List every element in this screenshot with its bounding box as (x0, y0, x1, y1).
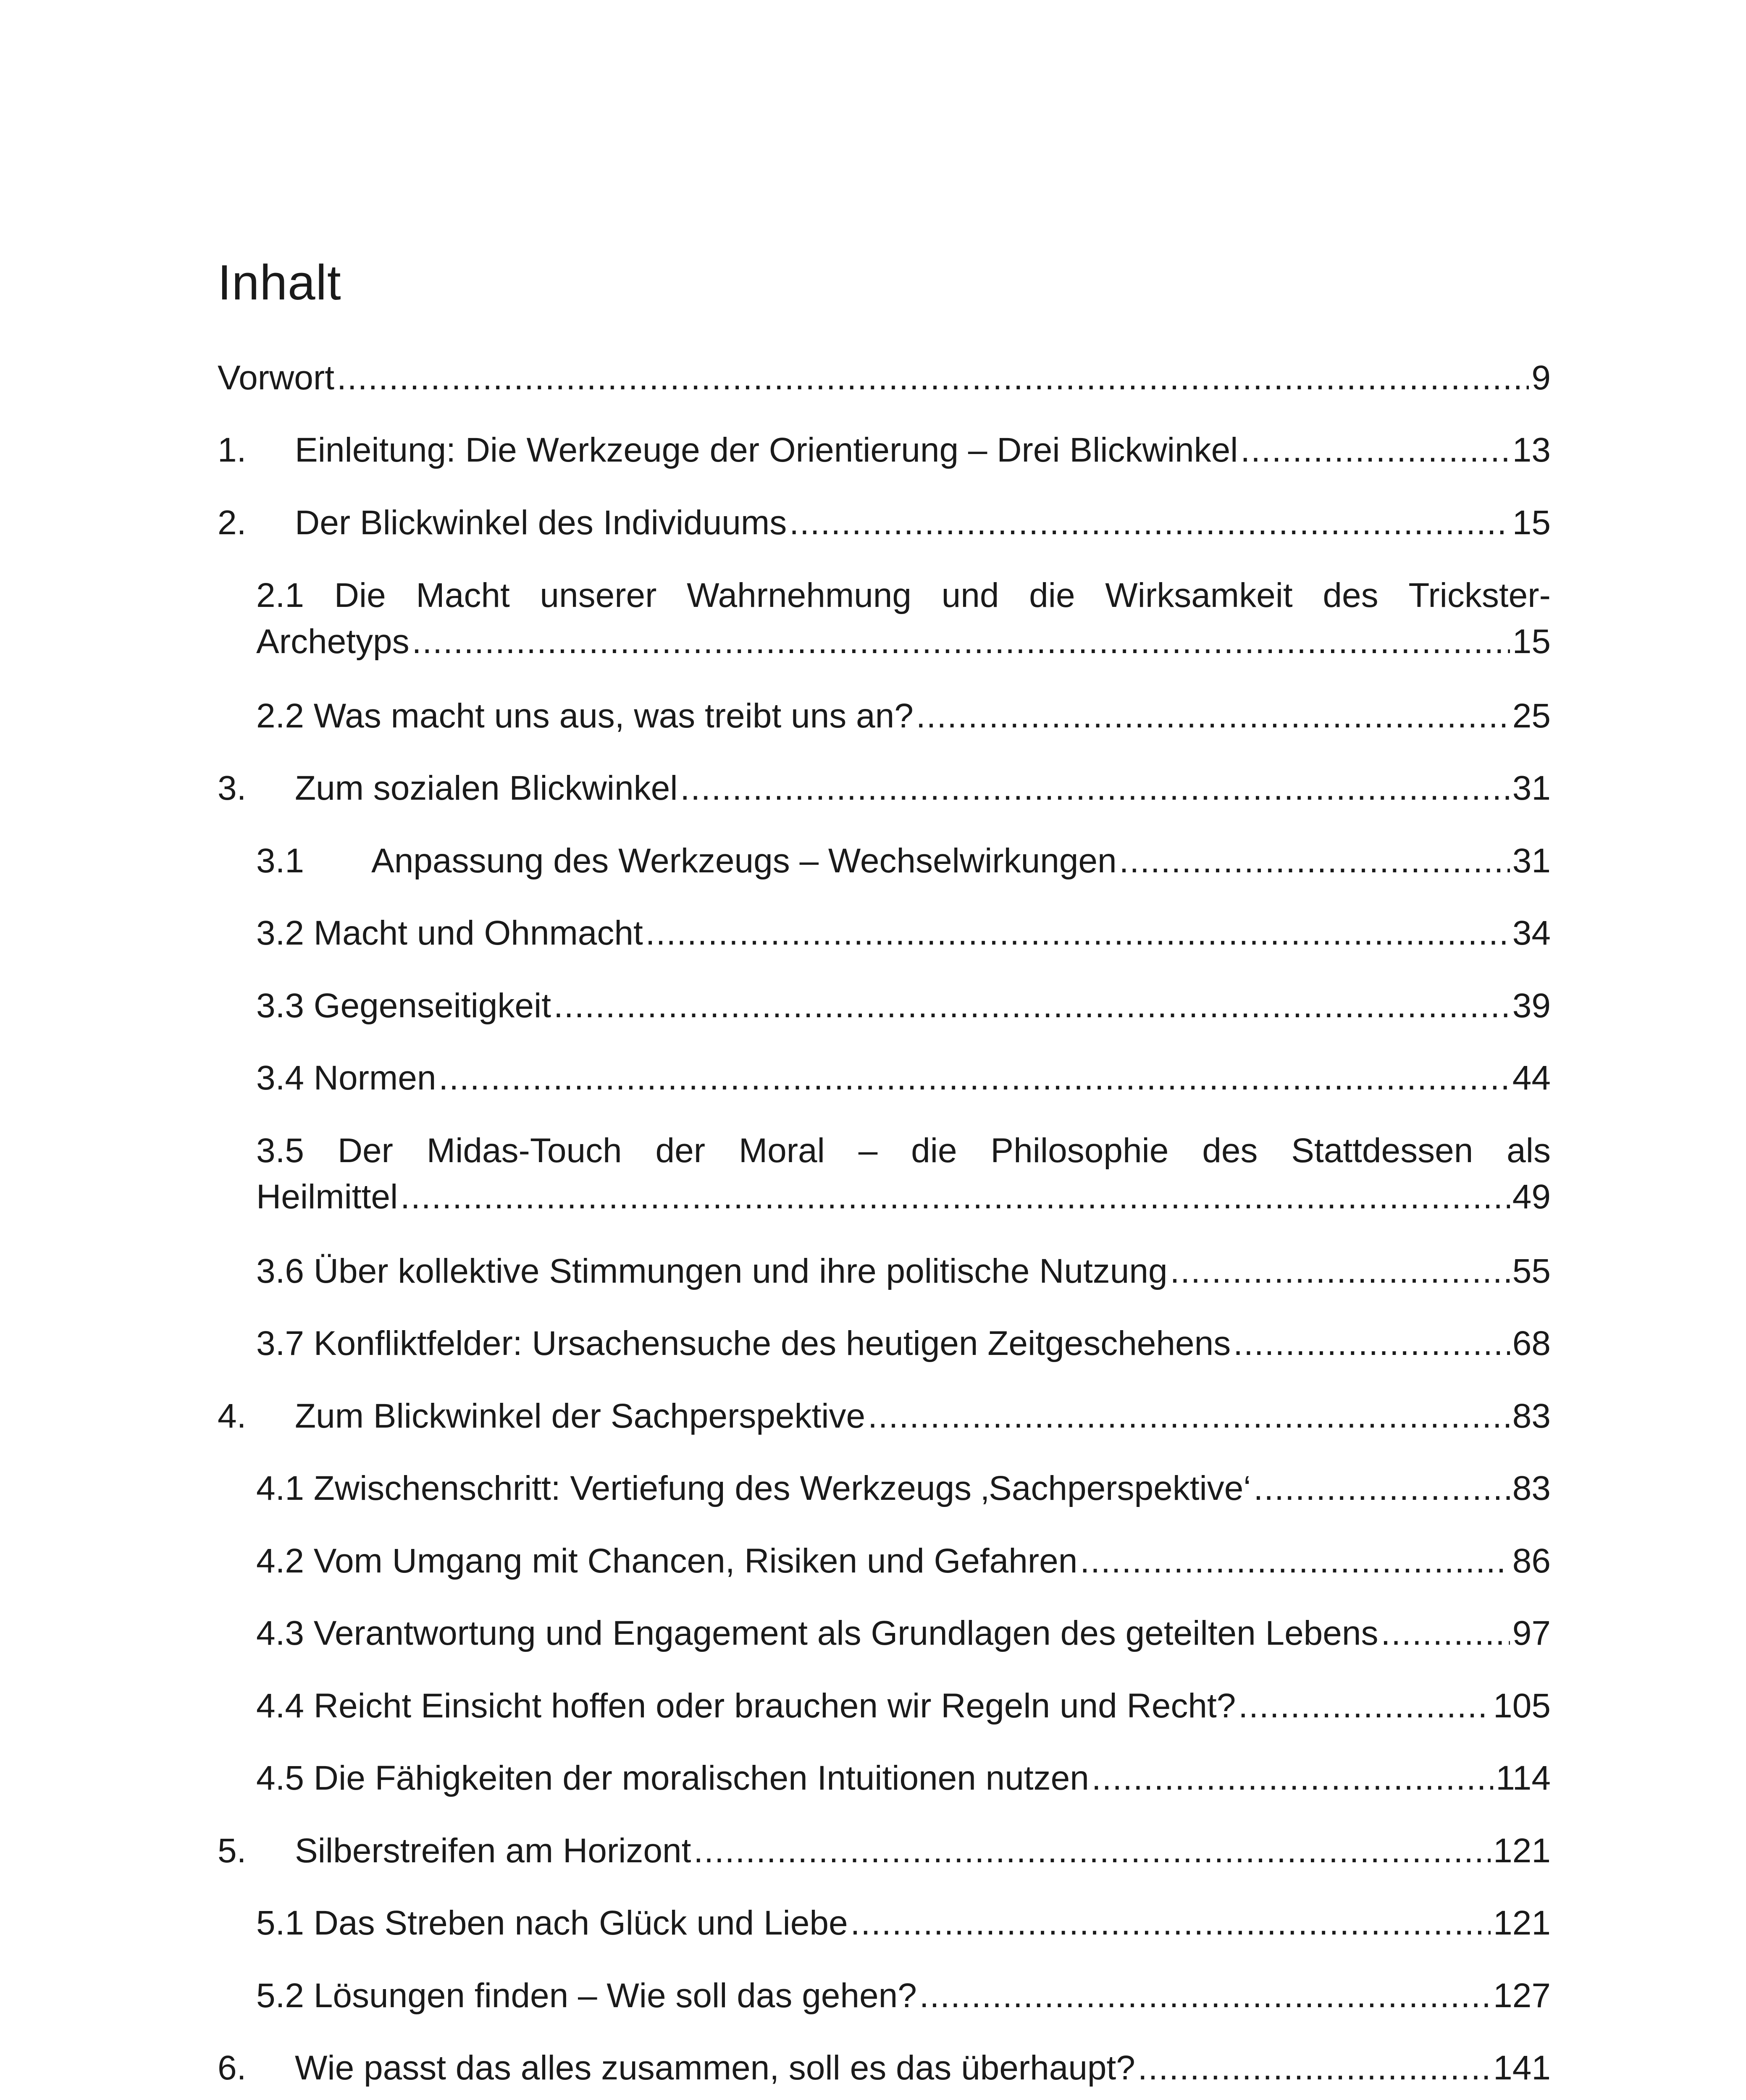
toc-word: Philosophie (990, 1131, 1169, 1170)
dot-leader (1254, 1465, 1510, 1512)
toc-entry-title: Archetyps (256, 622, 410, 661)
toc-entry-two-line (256, 572, 1551, 665)
toc-word: Midas-Touch (426, 1131, 622, 1170)
toc-word: Macht (416, 576, 510, 614)
toc-entry-title: 5.1 Das Streben nach Glück und Liebe (256, 1904, 848, 1942)
toc-entry-number: 5. (218, 1832, 247, 1870)
toc-entry-title-line1 (256, 572, 1551, 619)
toc-entry-page: 83 (1512, 1469, 1551, 1507)
toc-entry-title: 5.2 Lösungen finden – Wie soll das gehen? (256, 1977, 917, 2015)
toc-entry-title: Silberstreifen am Horizont (295, 1832, 691, 1870)
dot-leader (693, 1828, 1491, 1874)
toc-entry-title: Wie passt das alles zusammen, soll es das überhaupt? (295, 2049, 1135, 2087)
toc-entry-number: 1. (218, 431, 247, 469)
toc-entry (256, 983, 1551, 1029)
dot-leader (1080, 1538, 1510, 1584)
toc-entry-page: 31 (1512, 769, 1551, 807)
toc-entry-page: 55 (1512, 1252, 1551, 1290)
toc-entry-title: 3.4 Normen (256, 1059, 436, 1097)
toc-entry-title: 4.3 Verantwortung und Engagement als Grundlagen des geteilten Lebens (256, 1614, 1378, 1652)
toc-word: Wirksamkeit (1105, 576, 1293, 614)
toc-word: Der (337, 1131, 393, 1170)
toc-word: Moral (738, 1131, 825, 1170)
dot-leader (1240, 427, 1510, 473)
toc-entry-title: Zum sozialen Blickwinkel (295, 769, 678, 807)
toc-entry-page: 141 (1493, 2049, 1551, 2087)
dot-leader (1238, 1683, 1491, 1729)
toc-entry (218, 765, 1551, 811)
dot-leader (680, 765, 1510, 811)
toc-word: Trickster- (1408, 576, 1551, 614)
toc-entry (256, 693, 1551, 739)
toc-entry-title: 3.2 Macht und Ohnmacht (256, 914, 643, 952)
toc-entry-title: Anpassung des Werkzeugs – Wechselwirkungen (371, 842, 1117, 880)
dot-leader (789, 500, 1510, 546)
toc-entry (256, 1755, 1551, 1801)
dot-leader (646, 910, 1510, 956)
toc-entry-page: 25 (1512, 697, 1551, 735)
toc-entry (256, 1055, 1551, 1101)
toc-entry-title: 4.2 Vom Umgang mit Chancen, Risiken und Gefahren (256, 1542, 1078, 1580)
dot-leader (868, 1393, 1510, 1439)
toc-entry-title: 3.3 Gegenseitigkeit (256, 987, 551, 1025)
toc-entry-page: 121 (1493, 1904, 1551, 1942)
toc-entry (256, 1900, 1551, 1946)
toc-entry-title: Heilmittel (256, 1178, 398, 1216)
toc-word: Stattdessen (1291, 1131, 1473, 1170)
dot-leader (1233, 1320, 1510, 1367)
toc-entry (218, 500, 1551, 546)
toc-word: die (911, 1131, 957, 1170)
dot-leader (400, 1174, 1510, 1220)
dot-leader (1381, 1610, 1510, 1656)
toc-entry-page: 39 (1512, 987, 1551, 1025)
dot-leader (412, 619, 1510, 665)
toc-word: unserer (540, 576, 657, 614)
toc-entry-page: 15 (1512, 622, 1551, 661)
toc-entry-number: 4. (218, 1397, 247, 1435)
toc-word: – (858, 1131, 878, 1170)
toc-entry (256, 1538, 1551, 1584)
toc-entry-title: 4.5 Die Fähigkeiten der moralischen Intuitionen nutzen (256, 1759, 1089, 1797)
toc-word: und (941, 576, 999, 614)
toc-entry-title: Der Blickwinkel des Individuums (295, 504, 787, 542)
toc-entry-page: 121 (1493, 1832, 1551, 1870)
toc-word: Wahrnehmung (687, 576, 911, 614)
toc-entry-number: 2. (218, 504, 247, 542)
toc-entry-page: 13 (1512, 431, 1551, 469)
toc-entry (256, 1320, 1551, 1367)
toc-entry-page: 9 (1531, 359, 1551, 397)
toc-entry-number: 3.1 (256, 842, 304, 880)
toc-entry-page: 97 (1512, 1614, 1551, 1652)
toc-word: als (1507, 1131, 1551, 1170)
toc-entry-page: 114 (1496, 1759, 1551, 1797)
toc-entry-title: 3.7 Konfliktfelder: Ursachensuche des heutigen Zeitgeschehens (256, 1324, 1231, 1362)
toc-entry (218, 427, 1551, 473)
dot-leader (919, 1973, 1491, 2019)
toc-entry-title-line2 (256, 1174, 1551, 1220)
toc-word: 2.1 (256, 576, 304, 614)
dot-leader (554, 983, 1510, 1029)
toc-entry-page: 44 (1512, 1059, 1551, 1097)
toc-entry-title: 3.6 Über kollektive Stimmungen und ihre politische Nutzung (256, 1252, 1168, 1290)
toc-entry (256, 1973, 1551, 2019)
dot-leader (1119, 838, 1510, 884)
dot-leader (1170, 1248, 1510, 1294)
toc-entry (218, 1393, 1551, 1439)
toc-entry-page: 31 (1512, 842, 1551, 880)
toc-word: 3.5 (256, 1131, 304, 1170)
toc-entry-title-line1 (256, 1128, 1551, 1174)
toc-entry (256, 1610, 1551, 1656)
dot-leader (851, 1900, 1491, 1946)
toc-entry-page: 105 (1493, 1687, 1551, 1725)
toc-entry-page: 49 (1512, 1178, 1551, 1216)
toc-entry-page: 86 (1512, 1542, 1551, 1580)
dot-leader (1138, 2045, 1491, 2091)
toc-entry (218, 2045, 1551, 2091)
dot-leader (916, 693, 1510, 739)
toc-entry-page: 127 (1493, 1977, 1551, 2015)
toc-entry (256, 1248, 1551, 1294)
toc-word: der (655, 1131, 705, 1170)
toc-entry (256, 838, 1551, 884)
toc-entry-title: Zum Blickwinkel der Sachperspektive (295, 1397, 866, 1435)
toc-heading: Inhalt (218, 255, 341, 310)
toc-word: des (1323, 576, 1378, 614)
toc-entry-title: Vorwort (218, 359, 334, 397)
toc-word: des (1202, 1131, 1258, 1170)
toc-word: die (1029, 576, 1075, 614)
toc-entry (256, 1465, 1551, 1512)
toc-entry-number: 6. (218, 2049, 247, 2087)
toc-entry-page: 34 (1512, 914, 1551, 952)
toc-entry-title-line2 (256, 619, 1551, 665)
toc-entry-title: 2.2 Was macht uns aus, was treibt uns an? (256, 697, 914, 735)
dot-leader (1092, 1755, 1493, 1801)
toc-entry-page: 83 (1512, 1397, 1551, 1435)
toc-entry-title: 4.4 Reicht Einsicht hoffen oder brauchen wir Regeln und Recht? (256, 1687, 1236, 1725)
dot-leader (337, 355, 1529, 401)
toc-entry (256, 910, 1551, 956)
toc-entry (218, 1828, 1551, 1874)
toc-entry-title: Einleitung: Die Werkzeuge der Orientierung – Drei Blickwinkel (295, 431, 1238, 469)
toc-entry (218, 355, 1551, 401)
toc-word: Die (334, 576, 386, 614)
toc-entry-number: 3. (218, 769, 247, 807)
toc-entry-title: 4.1 Zwischenschritt: Vertiefung des Werkzeugs ‚Sachperspektive‘ (256, 1469, 1251, 1507)
toc-entry-page: 15 (1512, 504, 1551, 542)
toc-entry-page: 68 (1512, 1324, 1551, 1362)
dot-leader (438, 1055, 1510, 1101)
toc-entry (256, 1683, 1551, 1729)
toc-entry-two-line (256, 1128, 1551, 1220)
